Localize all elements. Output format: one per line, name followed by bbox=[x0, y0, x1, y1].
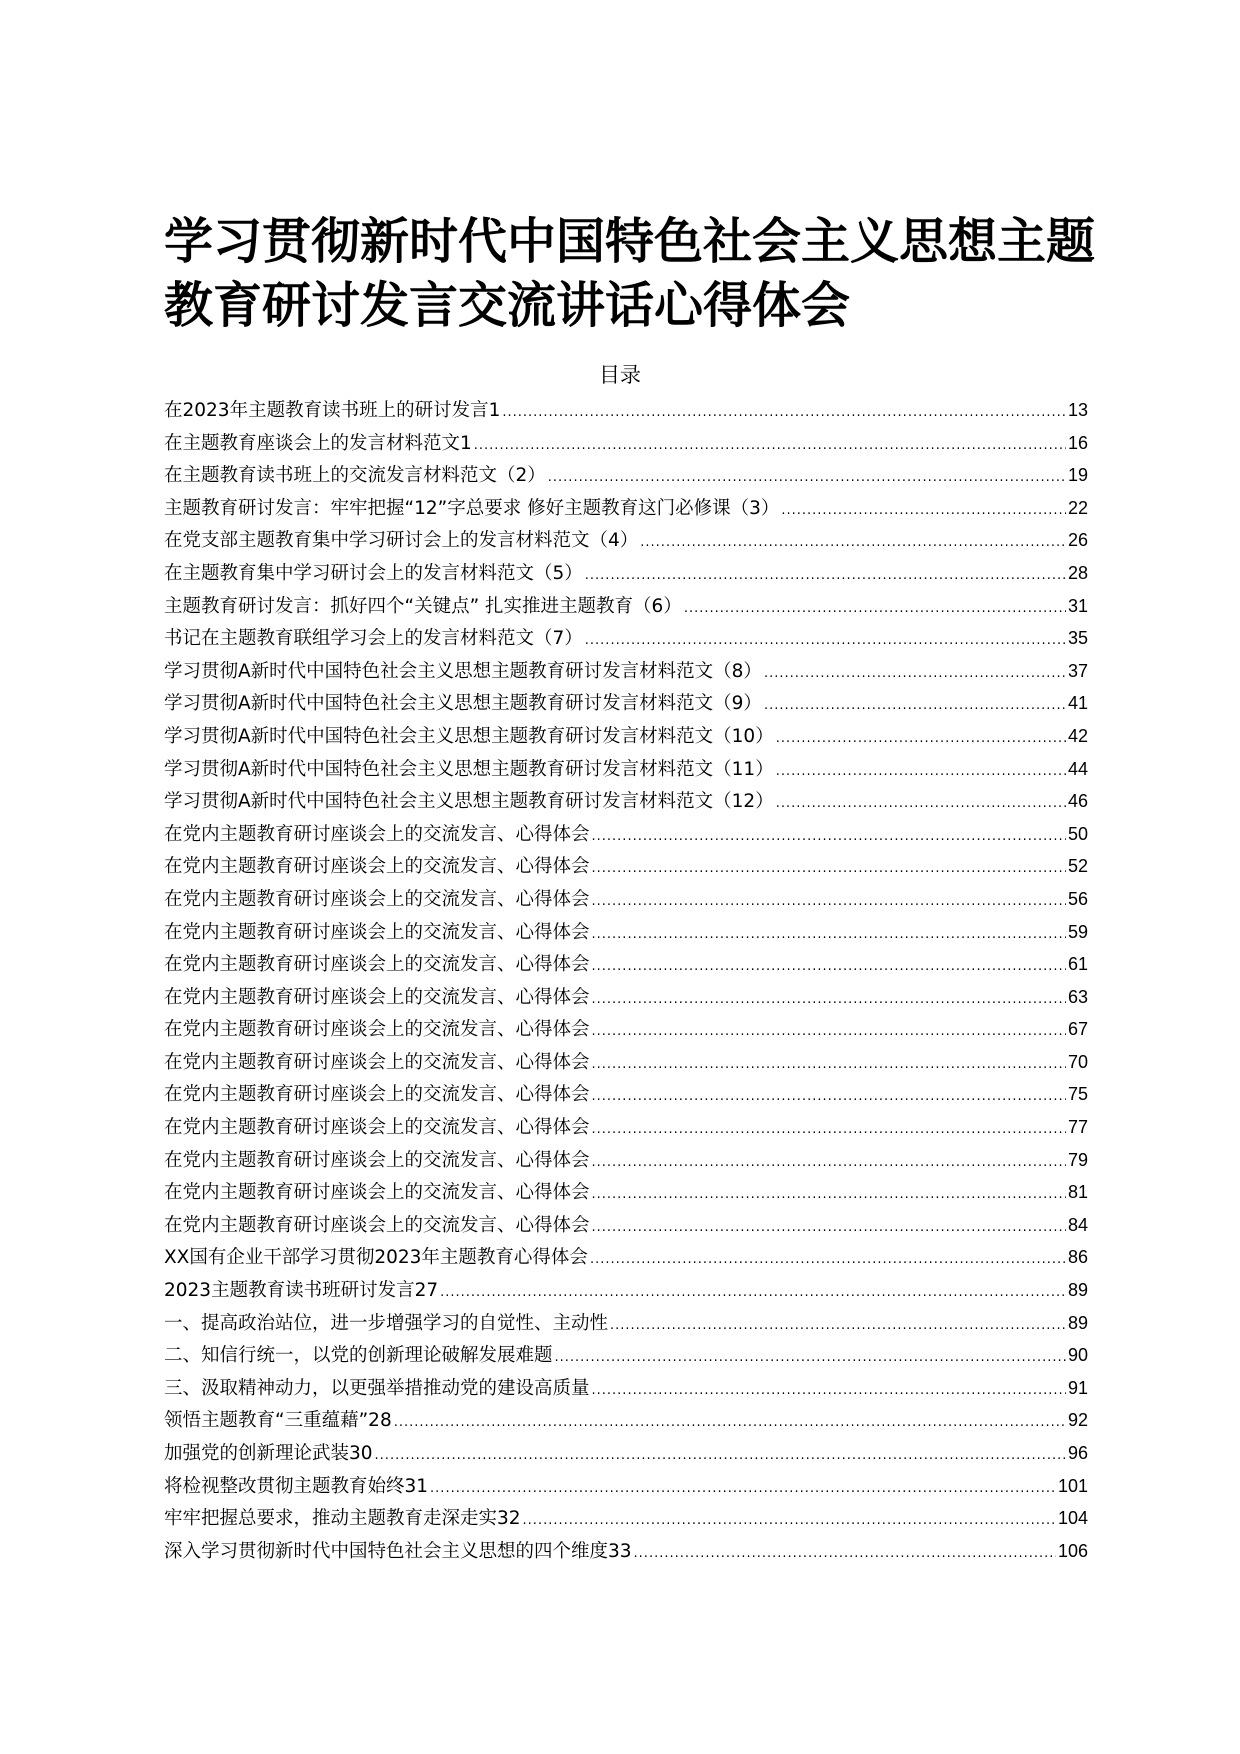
toc-entry[interactable] bbox=[164, 948, 1088, 981]
toc-dot-leader bbox=[474, 430, 1066, 463]
toc-entry-page-number: 46 bbox=[1067, 791, 1088, 812]
toc-dot-leader bbox=[592, 1114, 1066, 1147]
toc-dot-leader bbox=[764, 658, 1066, 691]
toc-entry[interactable] bbox=[164, 459, 1088, 492]
toc-entry-title: 在2023年主题教育读书班上的研讨发言1 bbox=[164, 400, 501, 421]
toc-entry-page-number: 22 bbox=[1067, 497, 1088, 518]
toc-entry-title: 在党内主题教育研讨座谈会上的交流发言、心得体会 bbox=[164, 1149, 590, 1171]
toc-entry-page-number: 90 bbox=[1067, 1345, 1088, 1366]
toc-entry-page-number: 16 bbox=[1067, 432, 1088, 453]
toc-entry-page-number: 44 bbox=[1067, 758, 1088, 779]
toc-dot-leader bbox=[634, 1538, 1056, 1571]
toc-entry-title: 一、提高政治站位，进一步增强学习的自觉性、主动性 bbox=[164, 1312, 609, 1334]
toc-entry-title: 将检视整改贯彻主题教育始终31 bbox=[164, 1475, 429, 1497]
toc-entry-page-number: 31 bbox=[1067, 595, 1088, 616]
toc-entry-title: 主题教育研讨发言：牢牢把握“12”字总要求 修好主题教育这门必修课（3） bbox=[164, 497, 780, 519]
toc-dot-leader bbox=[592, 919, 1066, 952]
toc-dot-leader bbox=[781, 495, 1066, 528]
toc-entry-title: 2023主题教育读书班研讨发言27 bbox=[164, 1280, 439, 1302]
toc-entry-page-number: 101 bbox=[1057, 1475, 1088, 1496]
toc-entry[interactable] bbox=[164, 1535, 1088, 1568]
toc-entry[interactable] bbox=[164, 1274, 1088, 1307]
toc-dot-leader bbox=[430, 1473, 1056, 1506]
toc-dot-leader bbox=[776, 788, 1066, 821]
toc-dot-leader bbox=[684, 593, 1066, 626]
toc-entry[interactable] bbox=[164, 753, 1088, 786]
document-title: 学习贯彻新时代中国特色社会主义思想主题教育研讨发言交流讲话心得体会 bbox=[164, 213, 1096, 334]
toc-entry[interactable] bbox=[164, 720, 1088, 753]
toc-dot-leader bbox=[592, 984, 1066, 1017]
toc-entry-title: 在党内主题教育研讨座谈会上的交流发言、心得体会 bbox=[164, 1117, 590, 1139]
toc-entry-page-number: 86 bbox=[1067, 1247, 1088, 1268]
toc-entry-title: 在党内主题教育研讨座谈会上的交流发言、心得体会 bbox=[164, 823, 590, 845]
toc-dot-leader bbox=[592, 1081, 1066, 1114]
toc-entry[interactable] bbox=[164, 427, 1088, 460]
toc-dot-leader bbox=[592, 951, 1066, 984]
toc-dot-leader bbox=[375, 1440, 1066, 1473]
toc-entry-title: 书记在主题教育联组学习会上的发言材料范文（7） bbox=[164, 628, 583, 650]
toc-dot-leader bbox=[592, 886, 1066, 919]
toc-entry-title: 在党内主题教育研讨座谈会上的交流发言、心得体会 bbox=[164, 1051, 590, 1073]
toc-entry-page-number: 67 bbox=[1067, 1019, 1088, 1040]
toc-entry-page-number: 104 bbox=[1057, 1508, 1088, 1529]
toc-entry[interactable] bbox=[164, 1502, 1088, 1535]
toc-dot-leader bbox=[555, 1342, 1066, 1375]
toc-dot-leader bbox=[592, 821, 1066, 854]
toc-entry-page-number: 42 bbox=[1067, 725, 1088, 746]
toc-dot-leader bbox=[592, 1375, 1066, 1408]
toc-entry-title: 在党内主题教育研讨座谈会上的交流发言、心得体会 bbox=[164, 1182, 590, 1204]
toc-dot-leader bbox=[592, 853, 1066, 886]
toc-entry-title: 深入学习贯彻新时代中国特色社会主义思想的四个维度33 bbox=[164, 1540, 632, 1562]
toc-entry-title: 在党内主题教育研讨座谈会上的交流发言、心得体会 bbox=[164, 888, 590, 910]
toc-entry-title: 学习贯彻A新时代中国特色社会主义思想主题教育研讨发言材料范文（8） bbox=[164, 660, 762, 682]
toc-dot-leader bbox=[592, 1179, 1066, 1212]
toc-dot-leader bbox=[764, 690, 1066, 723]
toc-entry-title: 在主题教育集中学习研讨会上的发言材料范文（5） bbox=[164, 562, 583, 584]
toc-entry-title: 在党内主题教育研讨座谈会上的交流发言、心得体会 bbox=[164, 954, 590, 976]
toc-entry-title: 学习贯彻A新时代中国特色社会主义思想主题教育研讨发言材料范文（11） bbox=[164, 758, 774, 780]
toc-entry-page-number: 28 bbox=[1067, 562, 1088, 583]
toc-entry-page-number: 63 bbox=[1067, 986, 1088, 1007]
toc-entry-title: XX国有企业干部学习贯彻2023年主题教育心得体会 bbox=[164, 1247, 588, 1269]
toc-entry[interactable] bbox=[164, 1307, 1088, 1340]
toc-entry-page-number: 35 bbox=[1067, 628, 1088, 649]
toc-dot-leader bbox=[592, 1147, 1066, 1180]
toc-entry-page-number: 92 bbox=[1067, 1410, 1088, 1431]
toc-entry[interactable] bbox=[164, 687, 1088, 720]
toc-entry[interactable] bbox=[164, 916, 1088, 949]
toc-entry-title: 在主题教育读书班上的交流发言材料范文（2） bbox=[164, 465, 546, 487]
toc-dot-leader bbox=[585, 560, 1066, 593]
toc-entry[interactable] bbox=[164, 1046, 1088, 1079]
toc-entry[interactable] bbox=[164, 1437, 1088, 1470]
toc-dot-leader bbox=[523, 1505, 1056, 1538]
toc-entry-page-number: 91 bbox=[1067, 1377, 1088, 1398]
toc-entry-title: 在党内主题教育研讨座谈会上的交流发言、心得体会 bbox=[164, 1019, 590, 1041]
toc-entry-title: 学习贯彻A新时代中国特色社会主义思想主题教育研讨发言材料范文（10） bbox=[164, 725, 774, 747]
toc-heading: 目录 bbox=[599, 363, 641, 387]
toc-entry[interactable] bbox=[164, 1176, 1088, 1209]
toc-dot-leader bbox=[585, 625, 1066, 658]
toc-entry[interactable] bbox=[164, 1209, 1088, 1242]
toc-entry[interactable] bbox=[164, 492, 1088, 525]
toc-entry[interactable] bbox=[164, 1404, 1088, 1437]
toc-entry[interactable] bbox=[164, 818, 1088, 851]
toc-entry[interactable] bbox=[164, 1111, 1088, 1144]
toc-dot-leader bbox=[776, 723, 1066, 756]
toc-entry-title: 牢牢把握总要求，推动主题教育走深走实32 bbox=[164, 1508, 521, 1530]
toc-entry-title: 主题教育研讨发言：抓好四个“关键点” 扎实推进主题教育（6） bbox=[164, 595, 682, 617]
toc-entry[interactable] bbox=[164, 557, 1088, 590]
toc-entry-title: 在党支部主题教育集中学习研讨会上的发言材料范文（4） bbox=[164, 530, 639, 552]
toc-entry-page-number: 56 bbox=[1067, 888, 1088, 909]
toc-dot-leader bbox=[592, 1212, 1066, 1245]
toc-entry-page-number: 81 bbox=[1067, 1182, 1088, 1203]
toc-entry-title: 在党内主题教育研讨座谈会上的交流发言、心得体会 bbox=[164, 921, 590, 943]
toc-entry-page-number: 59 bbox=[1067, 921, 1088, 942]
toc-entry[interactable] bbox=[164, 622, 1088, 655]
toc-dot-leader bbox=[394, 1407, 1066, 1440]
toc-dot-leader bbox=[590, 1244, 1066, 1277]
toc-entry-page-number: 37 bbox=[1067, 660, 1088, 681]
toc-dot-leader bbox=[502, 397, 1066, 430]
toc-entry[interactable] bbox=[164, 1078, 1088, 1111]
toc-dot-leader bbox=[610, 1310, 1066, 1343]
toc-entry[interactable] bbox=[164, 883, 1088, 916]
toc-entry-page-number: 19 bbox=[1067, 465, 1088, 486]
toc-dot-leader bbox=[640, 527, 1066, 560]
toc-entry-page-number: 96 bbox=[1067, 1443, 1088, 1463]
toc-entry-title: 领悟主题教育“三重蕴藉”28 bbox=[164, 1410, 392, 1432]
toc-entry-page-number: 84 bbox=[1067, 1214, 1088, 1235]
toc-entry-title: 在党内主题教育研讨座谈会上的交流发言、心得体会 bbox=[164, 856, 590, 878]
toc-entry-page-number: 52 bbox=[1067, 856, 1088, 877]
toc-entry-page-number: 75 bbox=[1067, 1084, 1088, 1105]
toc-entry[interactable] bbox=[164, 1144, 1088, 1177]
toc-entry-page-number: 89 bbox=[1067, 1280, 1088, 1301]
toc-entry-page-number: 77 bbox=[1067, 1117, 1088, 1138]
toc-entry-page-number: 61 bbox=[1067, 954, 1088, 975]
toc-entry-page-number: 26 bbox=[1067, 530, 1088, 551]
toc-entry-page-number: 13 bbox=[1067, 400, 1088, 420]
toc-entry[interactable] bbox=[164, 850, 1088, 883]
toc-entry-page-number: 70 bbox=[1067, 1051, 1088, 1072]
toc-entry[interactable] bbox=[164, 524, 1088, 557]
toc-dot-leader bbox=[548, 462, 1066, 495]
toc-entry-title: 学习贯彻A新时代中国特色社会主义思想主题教育研讨发言材料范文（9） bbox=[164, 693, 762, 715]
toc-dot-leader bbox=[776, 756, 1066, 789]
toc-entry[interactable] bbox=[164, 785, 1088, 818]
toc-entry-title: 三、汲取精神动力，以更强举措推动党的建设高质量 bbox=[164, 1377, 590, 1399]
toc-entry[interactable] bbox=[164, 394, 1088, 427]
toc-dot-leader bbox=[592, 1016, 1066, 1049]
toc-entry-title: 学习贯彻A新时代中国特色社会主义思想主题教育研讨发言材料范文（12） bbox=[164, 791, 774, 813]
toc-entry[interactable] bbox=[164, 590, 1088, 623]
toc-entry[interactable] bbox=[164, 1339, 1088, 1372]
toc-dot-leader bbox=[592, 1049, 1066, 1082]
toc-entry[interactable] bbox=[164, 1013, 1088, 1046]
toc-entry-page-number: 79 bbox=[1067, 1149, 1088, 1170]
toc-entry-title: 加强党的创新理论武装30 bbox=[164, 1443, 373, 1464]
toc-entry-title: 二、知信行统一，以党的创新理论破解发展难题 bbox=[164, 1345, 553, 1367]
toc-entry[interactable] bbox=[164, 1372, 1088, 1405]
table-of-contents bbox=[164, 394, 1088, 1567]
toc-entry-page-number: 89 bbox=[1067, 1312, 1088, 1333]
toc-dot-leader bbox=[440, 1277, 1066, 1310]
toc-entry-title: 在党内主题教育研讨座谈会上的交流发言、心得体会 bbox=[164, 1214, 590, 1236]
toc-entry-page-number: 41 bbox=[1067, 693, 1088, 714]
toc-entry[interactable] bbox=[164, 1470, 1088, 1503]
toc-entry[interactable] bbox=[164, 655, 1088, 688]
toc-entry-title: 在党内主题教育研讨座谈会上的交流发言、心得体会 bbox=[164, 1084, 590, 1106]
toc-entry[interactable] bbox=[164, 1241, 1088, 1274]
toc-entry-page-number: 50 bbox=[1067, 823, 1088, 844]
toc-entry-title: 在主题教育座谈会上的发言材料范文1 bbox=[164, 432, 472, 454]
toc-entry[interactable] bbox=[164, 981, 1088, 1014]
toc-entry-title: 在党内主题教育研讨座谈会上的交流发言、心得体会 bbox=[164, 986, 590, 1008]
toc-entry-page-number: 106 bbox=[1057, 1540, 1088, 1561]
